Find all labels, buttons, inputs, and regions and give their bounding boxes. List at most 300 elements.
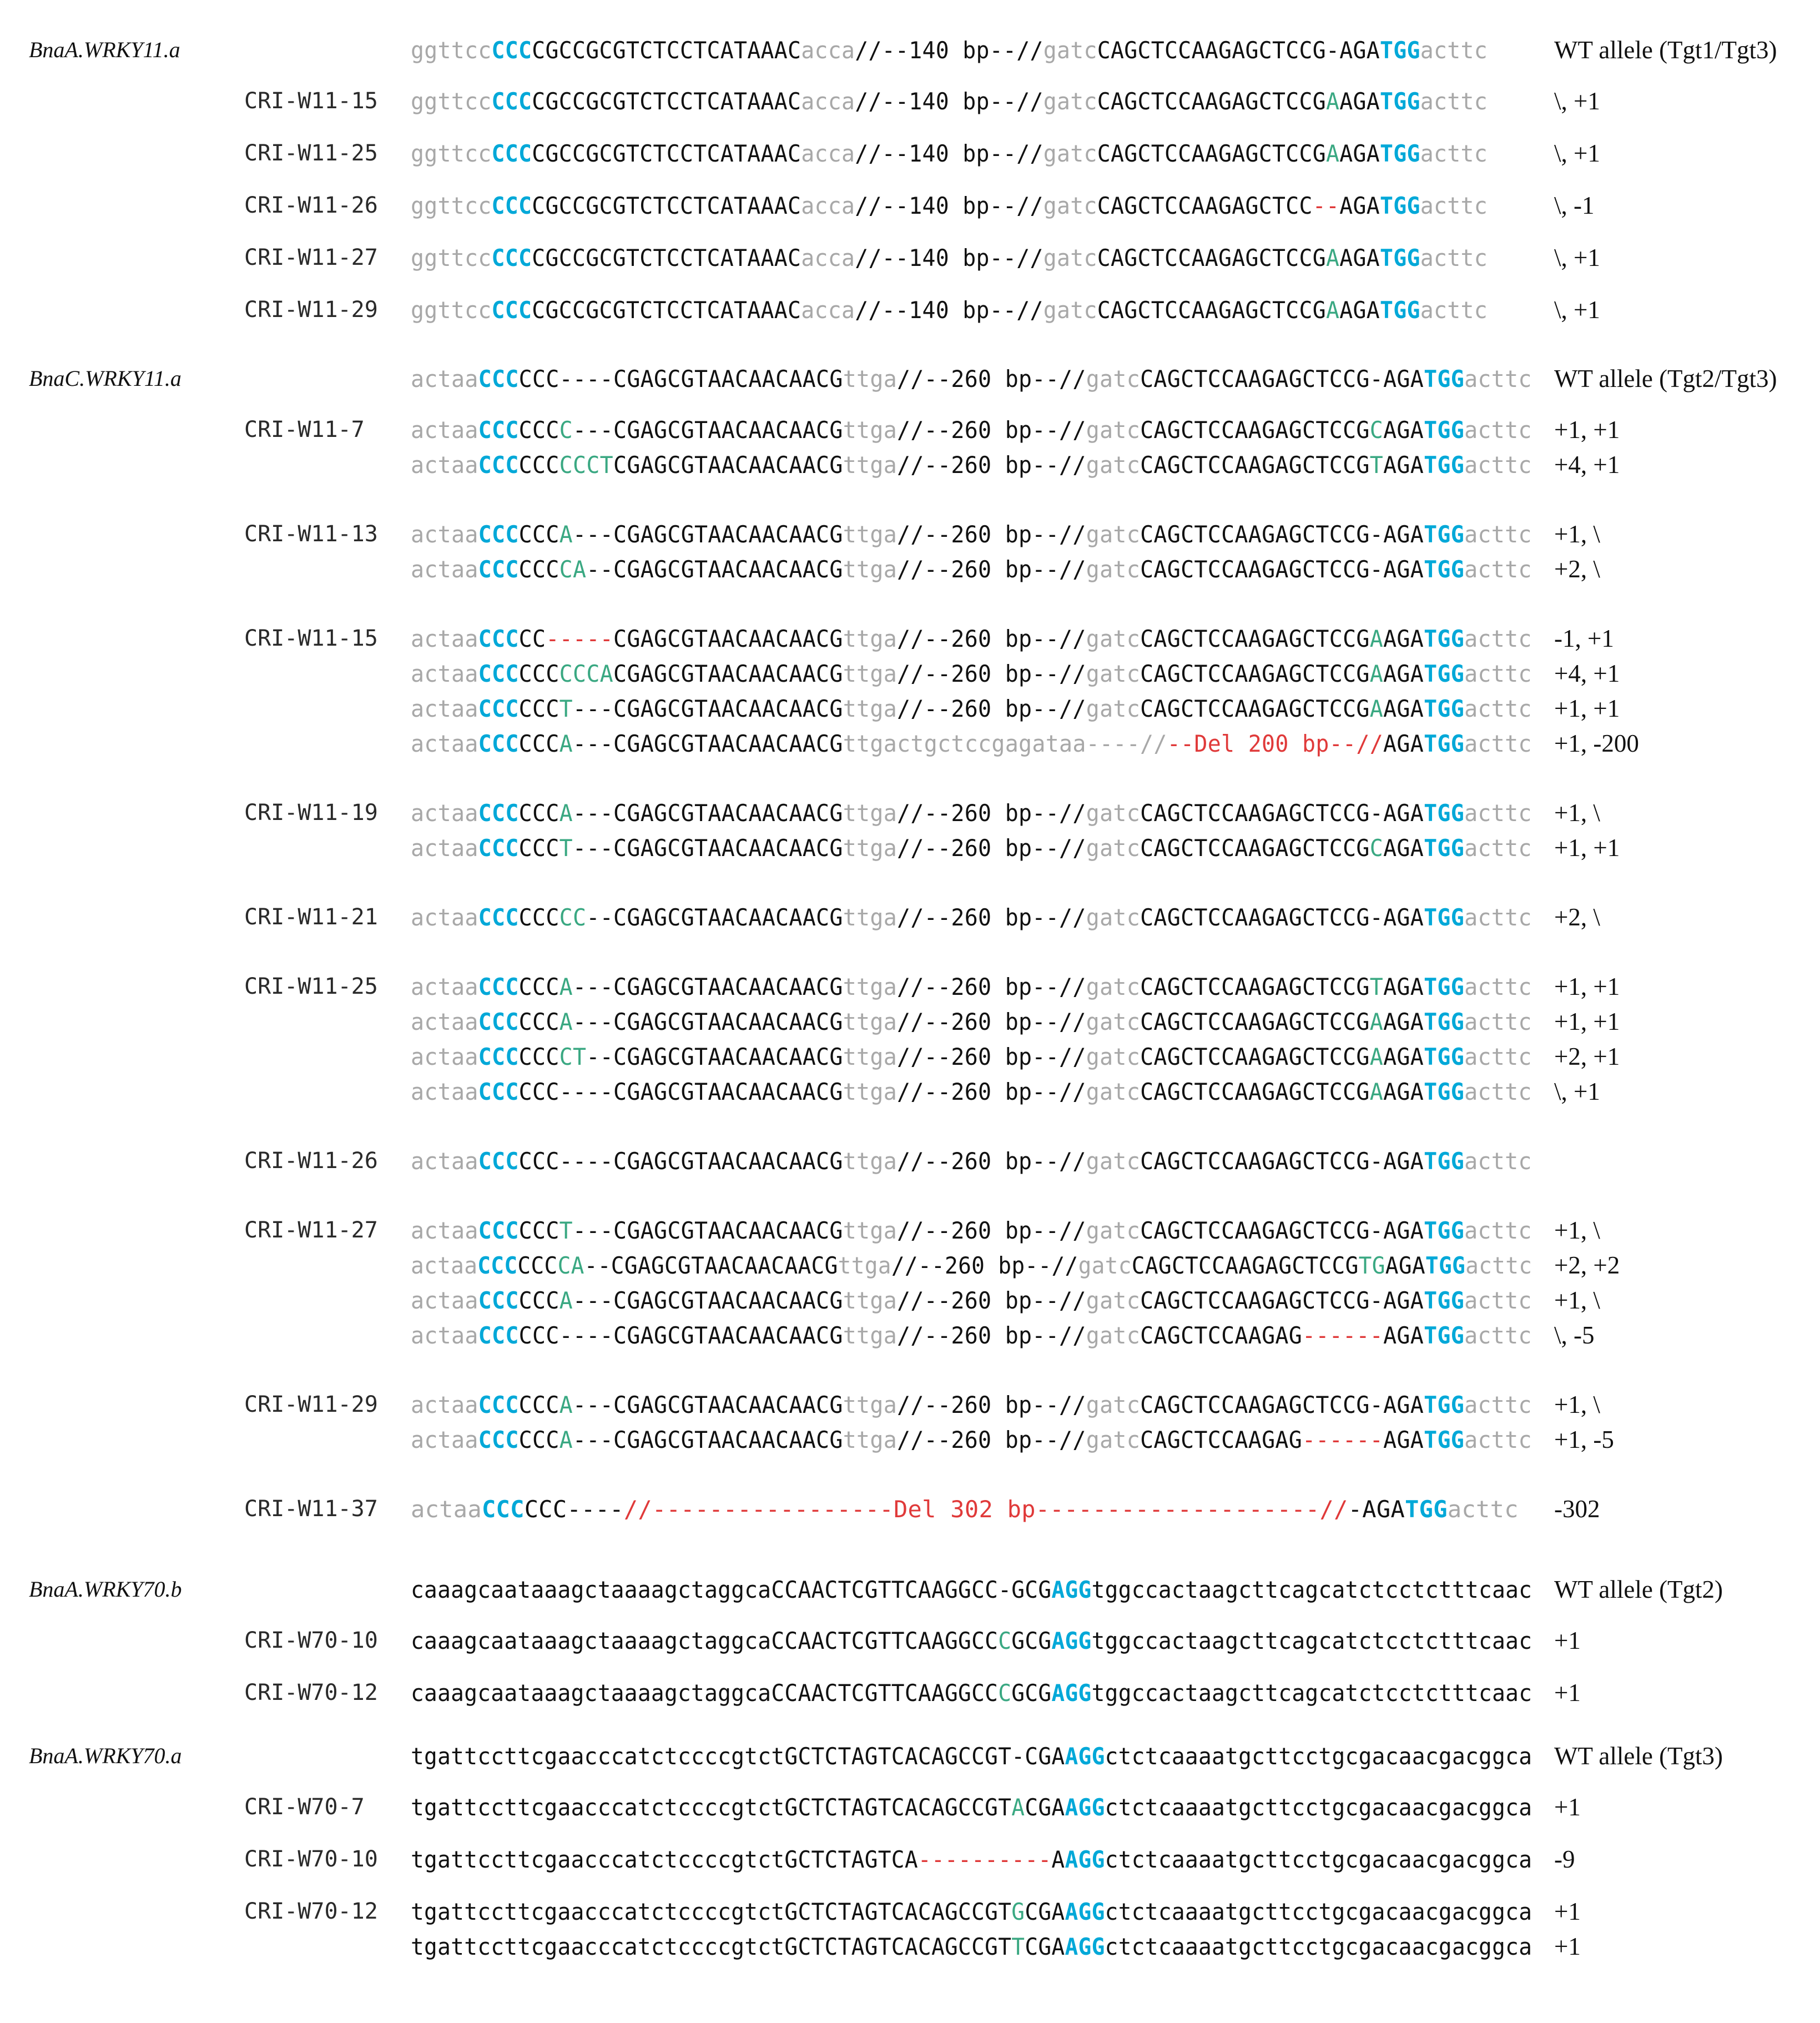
seq-segment-g: acttc bbox=[1420, 296, 1488, 324]
seq-segment-k: //--260 bp--// bbox=[897, 1426, 1086, 1453]
seq-segment-k: //--260 bp--// bbox=[897, 1217, 1086, 1244]
seq-segment-n: A bbox=[1325, 296, 1340, 324]
mutation-annotation: +4, +1 bbox=[1554, 660, 1620, 687]
line-label: CRI-W11-27 bbox=[244, 245, 378, 270]
seq-segment-k: CCC bbox=[518, 521, 559, 548]
seq-segment-n: A bbox=[559, 799, 573, 827]
seq-segment-n: T bbox=[1011, 1933, 1025, 1960]
seq-segment-k: AGA bbox=[1383, 451, 1424, 479]
seq-segment-g: ttga bbox=[843, 660, 898, 687]
allele-sequence bbox=[411, 1391, 1532, 1418]
seq-segment-n: A bbox=[1369, 625, 1384, 652]
allele-sequence bbox=[411, 451, 1532, 479]
seq-segment-g: acttc bbox=[1464, 625, 1532, 652]
seq-segment-b: CCC bbox=[478, 1217, 519, 1244]
seq-segment-n: CA bbox=[557, 1252, 584, 1279]
allele-sequence bbox=[411, 244, 1488, 271]
seq-segment-b: CCC bbox=[491, 296, 532, 324]
allele-sequence bbox=[411, 1078, 1532, 1105]
seq-segment-g: ttga bbox=[843, 365, 898, 392]
mutation-annotation: +1, \ bbox=[1554, 1286, 1600, 1314]
allele-sequence bbox=[411, 1426, 1532, 1453]
seq-segment-g: gatc bbox=[1086, 1043, 1141, 1070]
seq-segment-k: A bbox=[1051, 1846, 1065, 1873]
seq-segment-g: acttc bbox=[1464, 834, 1532, 862]
seq-segment-g: ttga bbox=[843, 1043, 898, 1070]
mutation-annotation: +1, -5 bbox=[1554, 1426, 1614, 1453]
seq-segment-k: CCC bbox=[518, 416, 559, 444]
seq-segment-k: CAGCTCCAAGAGCTCC bbox=[1097, 192, 1313, 219]
seq-segment-n: C bbox=[998, 1627, 1012, 1654]
seq-segment-b: CCC bbox=[478, 1078, 519, 1105]
seq-segment-n: A bbox=[1369, 1078, 1384, 1105]
seq-segment-k: CCC bbox=[518, 1217, 559, 1244]
seq-segment-k: AGA bbox=[1383, 834, 1424, 862]
seq-segment-n: A bbox=[559, 973, 573, 1000]
seq-segment-k: ---CGAGCGTAACAACAACG bbox=[573, 1008, 843, 1035]
seq-segment-b: TGG bbox=[1424, 904, 1465, 931]
seq-segment-k: CCC----CGAGCGTAACAACAACG bbox=[518, 1148, 843, 1175]
seq-segment-b: TGG bbox=[1425, 1252, 1466, 1279]
seq-segment-k: AGA bbox=[1383, 1322, 1424, 1349]
seq-segment-k: //--140 bp--// bbox=[855, 140, 1043, 167]
seq-segment-g: ttga bbox=[838, 1252, 891, 1279]
seq-segment-g: ttga bbox=[843, 834, 898, 862]
seq-segment-k: AGA bbox=[1383, 695, 1424, 722]
seq-segment-k: CCC----CGAGCGTAACAACAACG bbox=[518, 1322, 843, 1349]
seq-segment-g: actaa bbox=[411, 365, 478, 392]
seq-segment-k: //--260 bp--// bbox=[897, 625, 1086, 652]
seq-segment-k: CAGCTCCAAGAGCTCCG bbox=[1140, 660, 1370, 687]
seq-segment-g: acttc bbox=[1464, 973, 1532, 1000]
seq-segment-b: CCC bbox=[478, 799, 519, 827]
mutation-annotation: \, +1 bbox=[1554, 1078, 1600, 1105]
seq-segment-n: A bbox=[1369, 1008, 1384, 1035]
seq-segment-g: actaa bbox=[411, 730, 478, 757]
seq-segment-g: acttc bbox=[1464, 1217, 1532, 1244]
seq-segment-k: ---CGAGCGTAACAACAACG bbox=[573, 1426, 843, 1453]
gene-name: BnaA.WRKY70.a bbox=[29, 1743, 182, 1768]
seq-segment-k: CCC bbox=[518, 660, 559, 687]
seq-segment-k: CGCCGCGTCTCCTCATAAAC bbox=[532, 37, 801, 64]
seq-segment-k: CAGCTCCAAGAGCTCCG bbox=[1140, 695, 1370, 722]
seq-segment-k: //--260 bp--// bbox=[897, 1148, 1086, 1175]
seq-segment-g: ttga bbox=[843, 1217, 898, 1244]
seq-segment-g: ttga bbox=[843, 451, 898, 479]
seq-segment-k: CCC bbox=[518, 1426, 559, 1453]
seq-segment-g: gatc bbox=[1086, 451, 1141, 479]
seq-segment-g: gatc bbox=[1086, 695, 1141, 722]
seq-segment-g: acca bbox=[801, 88, 855, 115]
seq-segment-b: CCC bbox=[478, 904, 519, 931]
seq-segment-g: gatc bbox=[1086, 904, 1141, 931]
seq-segment-k: AGA bbox=[1339, 88, 1380, 115]
seq-segment-g: actaa bbox=[411, 1078, 478, 1105]
seq-segment-g: gatc bbox=[1043, 296, 1097, 324]
seq-segment-g: gatc bbox=[1086, 1217, 1141, 1244]
allele-sequence bbox=[411, 1898, 1532, 1925]
seq-segment-g: acttc bbox=[1447, 1496, 1519, 1523]
seq-segment-g: acttc bbox=[1464, 660, 1532, 687]
seq-segment-k: CAGCTCCAAGAGCTCCG-AGA bbox=[1140, 1217, 1424, 1244]
seq-segment-k: //--260 bp--// bbox=[897, 660, 1086, 687]
seq-segment-k: //--260 bp--// bbox=[897, 365, 1086, 392]
seq-segment-k: tggccactaagcttcagcatctcctctttcaac bbox=[1091, 1576, 1532, 1603]
seq-segment-b: TGG bbox=[1424, 1287, 1465, 1314]
allele-sequence bbox=[411, 1846, 1532, 1873]
seq-segment-k: ---CGAGCGTAACAACAACG bbox=[573, 695, 843, 722]
seq-segment-n: A bbox=[1325, 88, 1340, 115]
seq-segment-n: A bbox=[559, 521, 573, 548]
seq-segment-g: actaa bbox=[411, 1043, 478, 1070]
seq-segment-k: AGA bbox=[1383, 660, 1424, 687]
seq-segment-b: CCC bbox=[478, 556, 519, 583]
seq-segment-g: actaa bbox=[411, 1148, 478, 1175]
seq-segment-g: actaa bbox=[411, 799, 478, 827]
seq-segment-k: AGA bbox=[1339, 296, 1380, 324]
mutation-annotation: \, -1 bbox=[1554, 192, 1595, 219]
seq-segment-k: CAGCTCCAAGAGCTCCG bbox=[1131, 1252, 1359, 1279]
mutation-annotation: +1 bbox=[1554, 1679, 1581, 1707]
seq-segment-b: AGG bbox=[1051, 1576, 1092, 1603]
seq-segment-g: ttga bbox=[843, 1008, 898, 1035]
allele-sequence bbox=[411, 1252, 1532, 1279]
seq-segment-k: CCC----CGAGCGTAACAACAACG bbox=[518, 365, 843, 392]
seq-segment-b: TGG bbox=[1379, 296, 1420, 324]
seq-segment-k: CAGCTCCAAGAGCTCCG bbox=[1140, 416, 1370, 444]
line-label: CRI-W11-37 bbox=[244, 1496, 378, 1522]
seq-segment-b: TGG bbox=[1424, 834, 1465, 862]
mutation-annotation: +2, \ bbox=[1554, 555, 1600, 583]
seq-segment-k: //--260 bp--// bbox=[897, 1078, 1086, 1105]
seq-segment-k: ctctcaaaatgcttcctgcgacaacgacggca bbox=[1105, 1743, 1532, 1770]
mutation-annotation: +1, +1 bbox=[1554, 834, 1620, 862]
seq-segment-g: actaa bbox=[411, 1287, 478, 1314]
seq-segment-b: TGG bbox=[1424, 451, 1465, 479]
seq-segment-b: TGG bbox=[1424, 1043, 1465, 1070]
mutation-annotation: +1 bbox=[1554, 1898, 1581, 1925]
seq-segment-g: acttc bbox=[1464, 904, 1532, 931]
seq-segment-k: CAGCTCCAAGAGCTCCG-AGA bbox=[1140, 556, 1424, 583]
seq-segment-k: -AGA bbox=[1348, 1496, 1405, 1523]
wt-sequence bbox=[411, 1743, 1532, 1770]
seq-segment-k: CAGCTCCAAGAGCTCCG bbox=[1097, 140, 1326, 167]
seq-segment-g: ttga bbox=[843, 973, 898, 1000]
allele-sequence bbox=[411, 834, 1532, 862]
seq-segment-k: //--260 bp--// bbox=[897, 973, 1086, 1000]
gene-name: BnaA.WRKY11.a bbox=[29, 37, 180, 62]
seq-segment-b: TGG bbox=[1424, 1391, 1465, 1418]
line-label: CRI-W11-29 bbox=[244, 297, 378, 323]
wt-annotation: WT allele (Tgt2) bbox=[1554, 1576, 1723, 1603]
seq-segment-n: A bbox=[1325, 244, 1340, 271]
seq-segment-g: gatc bbox=[1078, 1252, 1132, 1279]
seq-segment-k: CAGCTCCAAGAGCTCCG bbox=[1140, 1078, 1370, 1105]
seq-segment-k: //--260 bp--// bbox=[897, 521, 1086, 548]
seq-segment-g: ttga bbox=[843, 1322, 898, 1349]
seq-segment-g: acttc bbox=[1464, 1043, 1532, 1070]
seq-segment-k: CGAGCGTAACAACAACG bbox=[613, 660, 843, 687]
seq-segment-k: CAGCTCCAAGAGCTCCG bbox=[1140, 973, 1370, 1000]
seq-segment-k: CAGCTCCAAGAGCTCCG bbox=[1140, 1043, 1370, 1070]
seq-segment-n: C bbox=[1369, 416, 1384, 444]
seq-segment-b: CCC bbox=[478, 695, 519, 722]
mutation-annotation: +4, +1 bbox=[1554, 451, 1620, 479]
seq-segment-k: AGA bbox=[1385, 1252, 1425, 1279]
seq-segment-g: ttga bbox=[843, 625, 898, 652]
seq-segment-k: CAGCTCCAAGAGCTCCG bbox=[1097, 296, 1326, 324]
seq-segment-b: AGG bbox=[1051, 1679, 1092, 1707]
seq-segment-k: CGA bbox=[1025, 1794, 1065, 1821]
seq-segment-k: AGA bbox=[1383, 1426, 1424, 1453]
seq-segment-k: CAGCTCCAAGAGCTCCG-AGA bbox=[1140, 1391, 1424, 1418]
line-label: CRI-W70-7 bbox=[244, 1794, 365, 1820]
seq-segment-b: TGG bbox=[1424, 730, 1465, 757]
seq-segment-g: actaa bbox=[411, 1252, 478, 1279]
seq-segment-g: actaa bbox=[411, 1391, 478, 1418]
seq-segment-g: actaa bbox=[411, 416, 478, 444]
seq-segment-k: --CGAGCGTAACAACAACG bbox=[584, 1252, 838, 1279]
seq-segment-k: //--260 bp--// bbox=[891, 1252, 1078, 1279]
seq-segment-b: TGG bbox=[1405, 1496, 1448, 1523]
seq-segment-b: CCC bbox=[478, 416, 519, 444]
seq-segment-r: //-----------------Del 302 bp--------------------// bbox=[623, 1496, 1348, 1523]
seq-segment-k: ---CGAGCGTAACAACAACG bbox=[573, 973, 843, 1000]
seq-segment-k: AGA bbox=[1339, 140, 1380, 167]
seq-segment-g: gatc bbox=[1043, 37, 1097, 64]
seq-segment-k: AGA bbox=[1339, 244, 1380, 271]
seq-segment-n: A bbox=[559, 1008, 573, 1035]
seq-segment-b: CCC bbox=[478, 834, 519, 862]
allele-sequence bbox=[411, 660, 1532, 687]
seq-segment-k: CCC bbox=[517, 1252, 558, 1279]
mutation-annotation: -1, +1 bbox=[1554, 625, 1614, 652]
mutation-annotation: +1, \ bbox=[1554, 520, 1600, 548]
seq-segment-k: AGA bbox=[1339, 192, 1380, 219]
seq-segment-g: actaa bbox=[411, 973, 478, 1000]
mutation-annotation: \, +1 bbox=[1554, 244, 1600, 271]
seq-segment-g: gatc bbox=[1086, 556, 1141, 583]
seq-segment-b: AGG bbox=[1065, 1743, 1105, 1770]
seq-segment-k: //--140 bp--// bbox=[855, 296, 1043, 324]
seq-segment-g: actaa bbox=[411, 660, 478, 687]
seq-segment-k: CAGCTCCAAGAGCTCCG bbox=[1140, 834, 1370, 862]
seq-segment-k: CGA bbox=[1025, 1898, 1065, 1925]
seq-segment-r: ---------- bbox=[917, 1846, 1052, 1873]
seq-segment-k: CAGCTCCAAGAGCTCCG bbox=[1097, 88, 1326, 115]
seq-segment-g: actaa bbox=[411, 1496, 482, 1523]
seq-segment-b: CCC bbox=[478, 1287, 519, 1314]
allele-sequence bbox=[411, 556, 1532, 583]
seq-segment-g: acttc bbox=[1420, 244, 1488, 271]
seq-segment-k: CAGCTCCAAGAGCTCCG-AGA bbox=[1140, 904, 1424, 931]
seq-segment-g: acttc bbox=[1464, 1008, 1532, 1035]
seq-segment-g: actaa bbox=[411, 695, 478, 722]
seq-segment-b: CCC bbox=[478, 1426, 519, 1453]
seq-segment-k: //--260 bp--// bbox=[897, 556, 1086, 583]
seq-segment-k: CCC bbox=[518, 730, 559, 757]
seq-segment-k: CCC bbox=[518, 973, 559, 1000]
seq-segment-k: ---CGAGCGTAACAACAACG bbox=[573, 1287, 843, 1314]
seq-segment-g: actaa bbox=[411, 834, 478, 862]
seq-segment-g: ggttcc bbox=[411, 296, 492, 324]
allele-sequence bbox=[411, 1498, 1532, 1521]
seq-segment-g: ggttcc bbox=[411, 140, 492, 167]
seq-segment-g: gatc bbox=[1043, 88, 1097, 115]
mutation-annotation: -9 bbox=[1554, 1845, 1575, 1873]
seq-segment-k: ctctcaaaatgcttcctgcgacaacgacggca bbox=[1105, 1846, 1532, 1873]
seq-segment-k: //--260 bp--// bbox=[897, 1322, 1086, 1349]
seq-segment-k: AGA bbox=[1383, 1043, 1424, 1070]
allele-sequence bbox=[411, 88, 1488, 115]
seq-segment-b: CCC bbox=[478, 625, 519, 652]
seq-segment-k: tggccactaagcttcagcatctcctctttcaac bbox=[1091, 1679, 1532, 1707]
seq-segment-g: ttga bbox=[843, 556, 898, 583]
allele-sequence bbox=[411, 416, 1532, 444]
seq-segment-b: CCC bbox=[478, 973, 519, 1000]
mutation-annotation: \, +1 bbox=[1554, 296, 1600, 324]
seq-segment-b: CCC bbox=[478, 521, 519, 548]
seq-segment-g: actaa bbox=[411, 1322, 478, 1349]
seq-segment-b: CCC bbox=[478, 1391, 519, 1418]
line-label: CRI-W11-15 bbox=[244, 626, 378, 651]
seq-segment-k: CGAGCGTAACAACAACG bbox=[613, 625, 843, 652]
seq-segment-g: actaa bbox=[411, 1008, 478, 1035]
seq-segment-r: -- bbox=[1312, 192, 1340, 219]
line-label: CRI-W70-10 bbox=[244, 1628, 378, 1653]
seq-segment-g: gatc bbox=[1086, 365, 1141, 392]
seq-segment-b: TGG bbox=[1424, 556, 1465, 583]
seq-segment-k: CGCCGCGTCTCCTCATAAAC bbox=[532, 192, 801, 219]
seq-segment-b: CCC bbox=[491, 88, 532, 115]
allele-sequence bbox=[411, 730, 1532, 757]
seq-segment-r: ------ bbox=[1302, 1426, 1384, 1453]
seq-segment-g: gatc bbox=[1086, 521, 1141, 548]
seq-segment-b: TGG bbox=[1424, 1426, 1465, 1453]
seq-segment-k: //--260 bp--// bbox=[897, 451, 1086, 479]
allele-sequence bbox=[411, 140, 1488, 167]
seq-segment-g: acttc bbox=[1464, 695, 1532, 722]
seq-segment-k: ctctcaaaatgcttcctgcgacaacgacggca bbox=[1105, 1933, 1532, 1960]
seq-segment-k: CGA bbox=[1025, 1933, 1065, 1960]
seq-segment-g: acttc bbox=[1464, 556, 1532, 583]
seq-segment-n: A bbox=[559, 1287, 573, 1314]
seq-segment-b: TGG bbox=[1424, 625, 1465, 652]
wt-sequence bbox=[411, 1576, 1532, 1603]
seq-segment-b: TGG bbox=[1424, 1078, 1465, 1105]
seq-segment-g: ttga bbox=[843, 904, 898, 931]
seq-segment-k: ctctcaaaatgcttcctgcgacaacgacggca bbox=[1105, 1794, 1532, 1821]
allele-sequence bbox=[411, 521, 1532, 548]
seq-segment-n: A bbox=[1011, 1794, 1025, 1821]
seq-segment-g: ttga bbox=[843, 521, 898, 548]
wt-sequence bbox=[411, 365, 1532, 392]
seq-segment-b: AGG bbox=[1051, 1627, 1092, 1654]
seq-segment-k: GCG bbox=[1011, 1679, 1052, 1707]
mutation-annotation: +1, -200 bbox=[1554, 729, 1639, 757]
seq-segment-n: CCCA bbox=[559, 660, 614, 687]
seq-segment-n: A bbox=[1325, 140, 1340, 167]
wt-sequence bbox=[411, 37, 1488, 64]
seq-segment-b: CCC bbox=[481, 1496, 525, 1523]
seq-segment-g: gatc bbox=[1086, 416, 1141, 444]
seq-segment-k: //--260 bp--// bbox=[897, 1043, 1086, 1070]
seq-segment-g: acttc bbox=[1420, 88, 1488, 115]
seq-segment-k: CGCCGCGTCTCCTCATAAAC bbox=[532, 140, 801, 167]
seq-segment-k: AGA bbox=[1383, 625, 1424, 652]
allele-sequence bbox=[411, 1217, 1532, 1244]
line-label: CRI-W11-26 bbox=[244, 193, 378, 218]
seq-segment-n: T bbox=[559, 834, 573, 862]
mutation-annotation: +1 bbox=[1554, 1627, 1581, 1654]
seq-segment-b: CCC bbox=[478, 451, 519, 479]
seq-segment-k: tggccactaagcttcagcatctcctctttcaac bbox=[1091, 1627, 1532, 1654]
mutation-annotation: +2, +1 bbox=[1554, 1043, 1620, 1070]
seq-segment-k: GCG bbox=[1011, 1627, 1052, 1654]
seq-segment-g: actaa bbox=[411, 451, 478, 479]
seq-segment-n: T bbox=[559, 1217, 573, 1244]
seq-segment-g: actaa bbox=[411, 625, 478, 652]
allele-sequence bbox=[411, 1794, 1532, 1821]
seq-segment-k: //--260 bp--// bbox=[897, 834, 1086, 862]
seq-segment-k: AGA bbox=[1383, 416, 1424, 444]
mutation-annotation: +1, +1 bbox=[1554, 1008, 1620, 1035]
seq-segment-n: T bbox=[1369, 973, 1384, 1000]
seq-segment-k: ---CGAGCGTAACAACAACG bbox=[573, 521, 843, 548]
seq-segment-g: ggttcc bbox=[411, 244, 492, 271]
mutation-annotation: +1, \ bbox=[1554, 1216, 1600, 1244]
seq-segment-g: ttga bbox=[843, 1426, 898, 1453]
seq-segment-g: acttc bbox=[1464, 799, 1532, 827]
seq-segment-k: CCC---- bbox=[524, 1496, 624, 1523]
seq-segment-k: ---CGAGCGTAACAACAACG bbox=[573, 1391, 843, 1418]
allele-sequence bbox=[411, 192, 1488, 219]
seq-segment-k: --CGAGCGTAACAACAACG bbox=[586, 1043, 843, 1070]
seq-segment-b: TGG bbox=[1424, 521, 1465, 548]
seq-segment-g: gatc bbox=[1043, 140, 1097, 167]
seq-segment-g: acttc bbox=[1464, 1148, 1532, 1175]
seq-segment-b: CCC bbox=[478, 730, 519, 757]
seq-segment-k: ---CGAGCGTAACAACAACG bbox=[573, 834, 843, 862]
allele-sequence bbox=[411, 1043, 1532, 1070]
seq-segment-n: C bbox=[559, 416, 573, 444]
mutation-annotation: +1, \ bbox=[1554, 799, 1600, 827]
seq-segment-k: tgattccttcgaacccatctccccgtctGCTCTAGTCACAGCCGT bbox=[411, 1898, 1012, 1925]
seq-segment-k: //--260 bp--// bbox=[897, 1287, 1086, 1314]
seq-segment-b: CCC bbox=[478, 1322, 519, 1349]
wt-annotation: WT allele (Tgt3) bbox=[1554, 1742, 1723, 1770]
seq-segment-b: TGG bbox=[1424, 1148, 1465, 1175]
seq-segment-k: --CGAGCGTAACAACAACG bbox=[586, 904, 843, 931]
seq-segment-g: acttc bbox=[1465, 1252, 1532, 1279]
seq-segment-b: TGG bbox=[1379, 140, 1420, 167]
seq-segment-k: CGCCGCGTCTCCTCATAAAC bbox=[532, 244, 801, 271]
seq-segment-g: acttc bbox=[1420, 37, 1488, 64]
seq-segment-g: ttga bbox=[843, 1148, 898, 1175]
seq-segment-g: acttc bbox=[1464, 1322, 1532, 1349]
seq-segment-g: ttga bbox=[843, 1287, 898, 1314]
seq-segment-g: gatc bbox=[1086, 1287, 1141, 1314]
seq-segment-g: acttc bbox=[1464, 365, 1532, 392]
seq-segment-k: AGA bbox=[1383, 730, 1424, 757]
seq-segment-g: gatc bbox=[1086, 1008, 1141, 1035]
seq-segment-g: actaa bbox=[411, 1426, 478, 1453]
seq-segment-g: ttga bbox=[843, 799, 898, 827]
mutation-annotation: +1 bbox=[1554, 1793, 1581, 1821]
line-label: CRI-W11-25 bbox=[244, 140, 378, 166]
mutation-annotation: \, +1 bbox=[1554, 139, 1600, 167]
seq-segment-b: CCC bbox=[477, 1252, 518, 1279]
